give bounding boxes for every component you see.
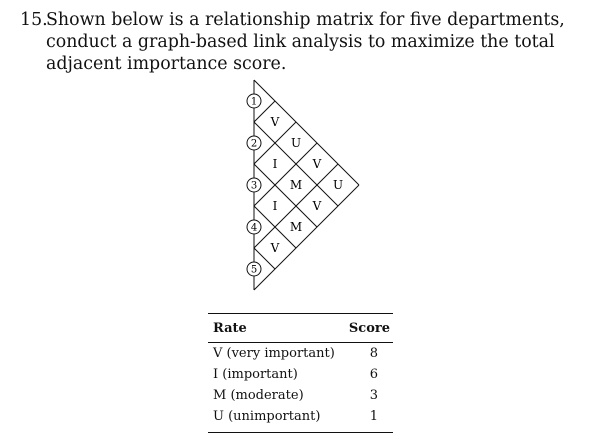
table-cell-score: 1: [369, 409, 378, 424]
rating-3-4: I: [272, 199, 278, 213]
matrix-grid-line: [254, 164, 317, 227]
table-cell-rate: I (important): [213, 367, 298, 382]
table-top-rule: [208, 313, 393, 314]
matrix-ratings: [270, 115, 343, 255]
table-cell-rate: V (very important): [213, 346, 335, 361]
rating-2-3: I: [272, 157, 278, 171]
rating-1-5: U: [332, 178, 344, 192]
question-number: 15.: [20, 10, 48, 30]
table-row: [208, 388, 393, 409]
rating-2-4: M: [289, 178, 303, 192]
department-node-5: [247, 262, 261, 276]
table-cell-score: 8: [369, 346, 378, 361]
table-row: [208, 346, 393, 367]
table-header-rule: [208, 342, 393, 343]
table-header-rate: Rate: [213, 321, 247, 336]
table-row: [208, 367, 393, 388]
department-node-4: [247, 220, 261, 234]
matrix-grid-line: [254, 185, 359, 290]
table-row: [208, 409, 393, 430]
table-cell-score: 3: [369, 388, 378, 403]
department-label: 4: [250, 222, 258, 234]
question-text: Shown below is a relationship matrix for five departments, conduct a graph-based link analysis to maximize the total adjacent importance score.: [46, 10, 565, 74]
department-label: 2: [250, 138, 258, 150]
rating-1-2: V: [270, 115, 280, 129]
rating-1-4: V: [312, 157, 322, 171]
table-bottom-rule: [208, 432, 393, 433]
department-label: 1: [250, 96, 258, 108]
table-cell-rate: U (unimportant): [213, 409, 321, 424]
table-cell-score: 6: [369, 367, 378, 382]
department-label: 3: [250, 180, 258, 192]
rating-2-5: V: [312, 199, 322, 213]
matrix-grid: [254, 80, 359, 290]
matrix-grid-line: [254, 80, 359, 185]
department-label: 5: [250, 264, 258, 276]
department-node-3: [247, 178, 261, 192]
department-node-1: [247, 94, 261, 108]
matrix-grid-line: [254, 143, 317, 206]
rating-1-3: U: [290, 136, 302, 150]
table-cell-rate: M (moderate): [213, 388, 304, 403]
rating-4-5: V: [270, 241, 280, 255]
rating-3-5: M: [289, 220, 303, 234]
department-node-2: [247, 136, 261, 150]
table-header-score: Score: [348, 321, 390, 336]
